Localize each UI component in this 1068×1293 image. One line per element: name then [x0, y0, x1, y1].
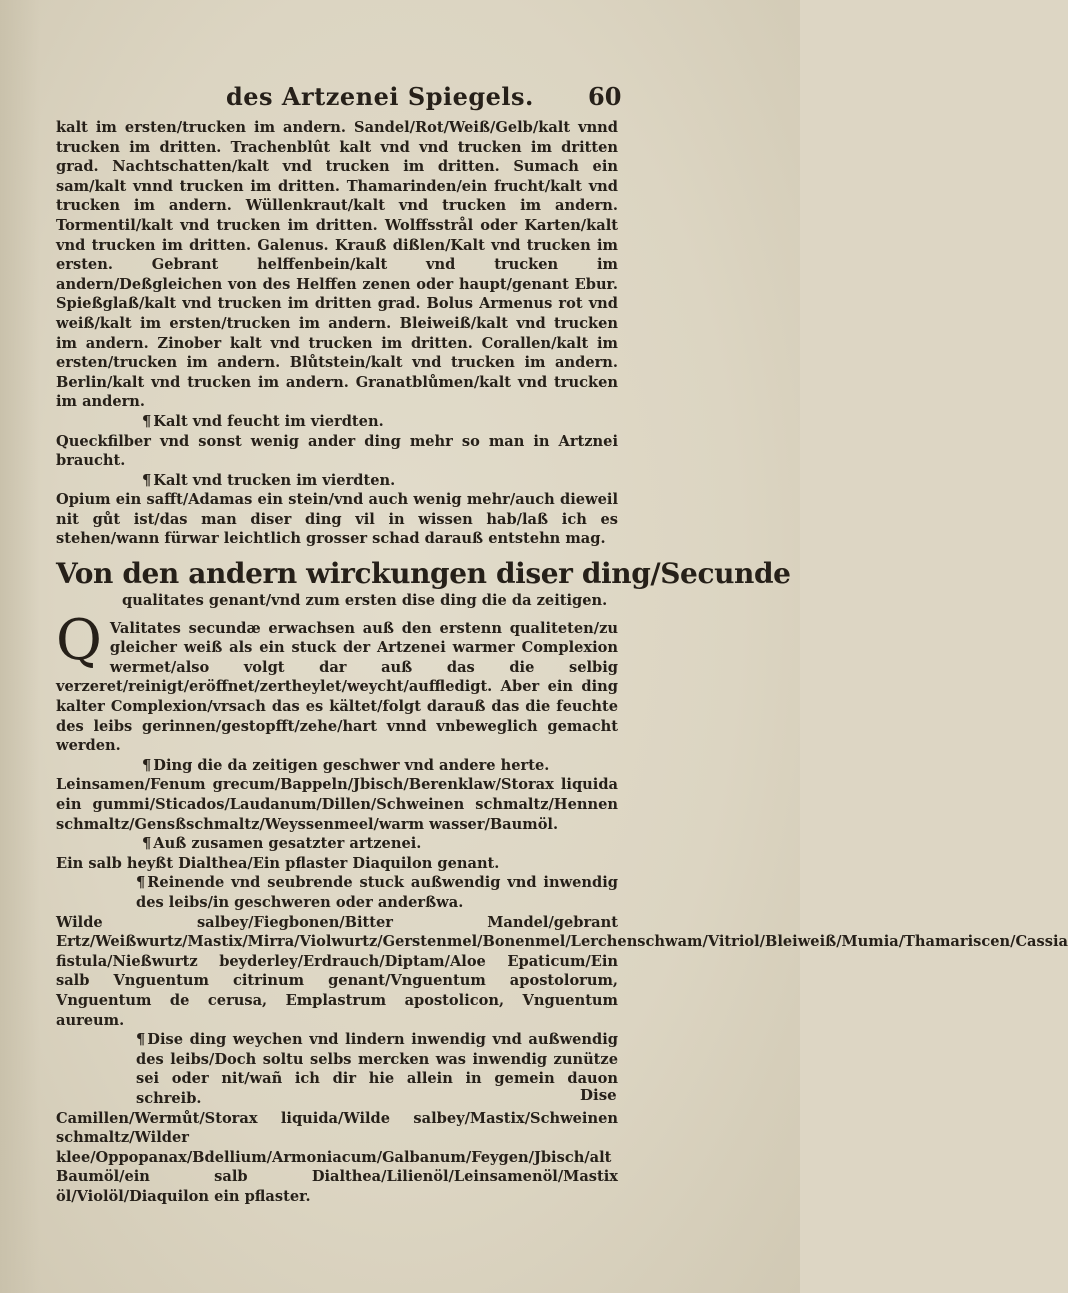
rubric-text: Ding die da zeitigen geschwer vnd andere herte.: [153, 756, 550, 774]
rubric-text: Reinende vnd seubrende stuck außwendig vnd inwendig des leibs/in geschweren oder anderßwa.: [136, 874, 618, 911]
text-block: [56, 118, 1068, 1206]
rubric-cleansing: [56, 873, 618, 912]
rubric-text: Auß zusamen gesatzter artzenei.: [153, 835, 422, 853]
rubric-text: Kalt vnd trucken im vierdten.: [153, 471, 396, 489]
section-subheading: qualitates genant/vnd zum ersten dise ding die da zeitigen.: [122, 592, 608, 610]
folio-number: 60: [588, 82, 622, 111]
drop-cap-initial: Q: [56, 607, 102, 673]
pilcrow-icon: ¶: [142, 471, 152, 489]
rubric-cold-dry-fourth: [56, 471, 618, 491]
pilcrow-icon: ¶: [142, 835, 152, 853]
section-heading: Von den andern wirckungen diser ding/Secunde: [56, 557, 791, 591]
gutter-shadow: [0, 0, 40, 1293]
paragraph-softening-list: Camillen/Wermůt/Storax liquida/Wilde salbey/Mastix/Schweinen schmaltz/Wilder klee/Oppopanax/Bdellium/Armoniacum/Galbanum/Feygen/Jbisch/alt Baumöl/ein salb Dialthea/Lilienöl/Leinsamenöl/Mastix öl/Violöl/Diaquilon ein pflaster.: [56, 1109, 618, 1205]
rubric-compound: [56, 834, 618, 854]
paragraph-opium: Opium ein safft/Adamas ein stein/vnd auch wenig mehr/auch dieweil nit gůt ist/das man diser ding vil in wissen hab/laß ich es stehen/wann fürwar leichtlich grosser schad darauß entstehn mag.: [56, 491, 618, 548]
running-title: des Artzenei Spiegels.: [226, 82, 534, 111]
catchword: Dise: [580, 1086, 617, 1104]
paragraph-quicksilver: Queckfilber vnd sonst wenig ander ding mehr so man in Artznei braucht.: [56, 432, 618, 470]
pilcrow-icon: ¶: [136, 874, 146, 892]
rubric-text: Dise ding weychen vnd lindern inwendig vnd außwendig des leibs/Doch soltu selbs mercken was inwendig zunütze sei oder nit/wañ ich dir hie allein in gemein dauon schreib.: [136, 1031, 618, 1107]
pilcrow-icon: ¶: [142, 412, 152, 430]
paragraph-dialthea: Ein salb heyßt Dialthea/Ein pflaster Diaquilon genant.: [56, 854, 500, 872]
rubric-softening: [56, 1030, 618, 1108]
page-header: [0, 82, 800, 116]
paragraph-cleansing-list: Wilde salbey/Fiegbonen/Bitter Mandel/gebrant Ertz/Weißwurtz/Mastix/Mirra/Violwurtz/Gerstenmel/Bonenmel/Lerchenschwam/Vitriol/Bleiweiß/Mumia/Thamariscen/Cassia fistula/Nießwurtz beyderley/Erdrauch/Diptam/Aloe Epaticum/Ein salb Vnguentum citrinum genant/Vnguentum apostolorum, Vnguentum de cerusa, Emplastrum apostolicon, Vnguentum aureum.: [56, 913, 1068, 1029]
pilcrow-icon: ¶: [136, 1031, 146, 1049]
paragraph-qualitates: [56, 607, 618, 756]
rubric-ripening: [56, 756, 618, 776]
rubric-text: Kalt vnd feucht im vierdten.: [153, 412, 384, 430]
paragraph-ripening-list: Leinsamen/Fenum grecum/Bappeln/Jbisch/Berenklaw/Storax liquida ein gummi/Sticados/Laudanum/Dillen/Schweinen schmaltz/Hennen schmaltz/Gensßschmaltz/Weyssenmeel/warm wasser/Baumöl.: [56, 776, 618, 833]
rubric-cold-moist-fourth: [56, 412, 618, 432]
pilcrow-icon: ¶: [142, 756, 152, 774]
paragraph-cold-dry-list: kalt im ersten/trucken im andern. Sandel/Rot/Weiß/Gelb/kalt vnnd trucken im dritten. Trachenblût kalt vnd vnd trucken im dritten grad. Nachtschatten/kalt vnd trucken im dritten. Sumach ein sam/kalt vnnd trucken im dritten. Thamarinden/ein frucht/kalt vnd trucken im andern. Wüllenkraut/kalt vnd trucken im andern. Tormentil/kalt vnd trucken im dritten. Wolffsstrål oder Karten/kalt vnd trucken im dritten. Galenus. Krauß dißlen/Kalt vnd trucken im ersten. Gebrant helffenbein/kalt vnd trucken im andern/Deßgleichen von des Helffen zenen oder haupt/genant Ebur. Spießglaß/kalt vnd trucken im dritten grad. Bolus Armenus rot vnd weiß/kalt im ersten/trucken im andern. Bleiweiß/kalt vnd trucken im andern. Zinober kalt vnd trucken im dritten. Corallen/kalt im ersten/trucken im andern. Blůtstein/kalt vnd trucken im andern. Berlin/kalt vnd trucken im andern. Granatblůmen/kalt vnd trucken im andern.: [56, 119, 618, 411]
paragraph-qualitates-text: Valitates secundæ erwachsen auß den erstenn qualiteten/zu gleicher weiß als ein stuck der Artzenei warmer Complexion wermet/also volgt dar auß das die selbig verzeret/reinigt/eröffnet/zertheylet/weycht/auffledigt. Aber ein ding kalter Complexion/vrsach das es kältet/folgt darauß das die feuchte des leibs gerinnen/gestopfft/zehe/hart vnnd vnbeweglich gemacht werden.: [56, 619, 618, 755]
